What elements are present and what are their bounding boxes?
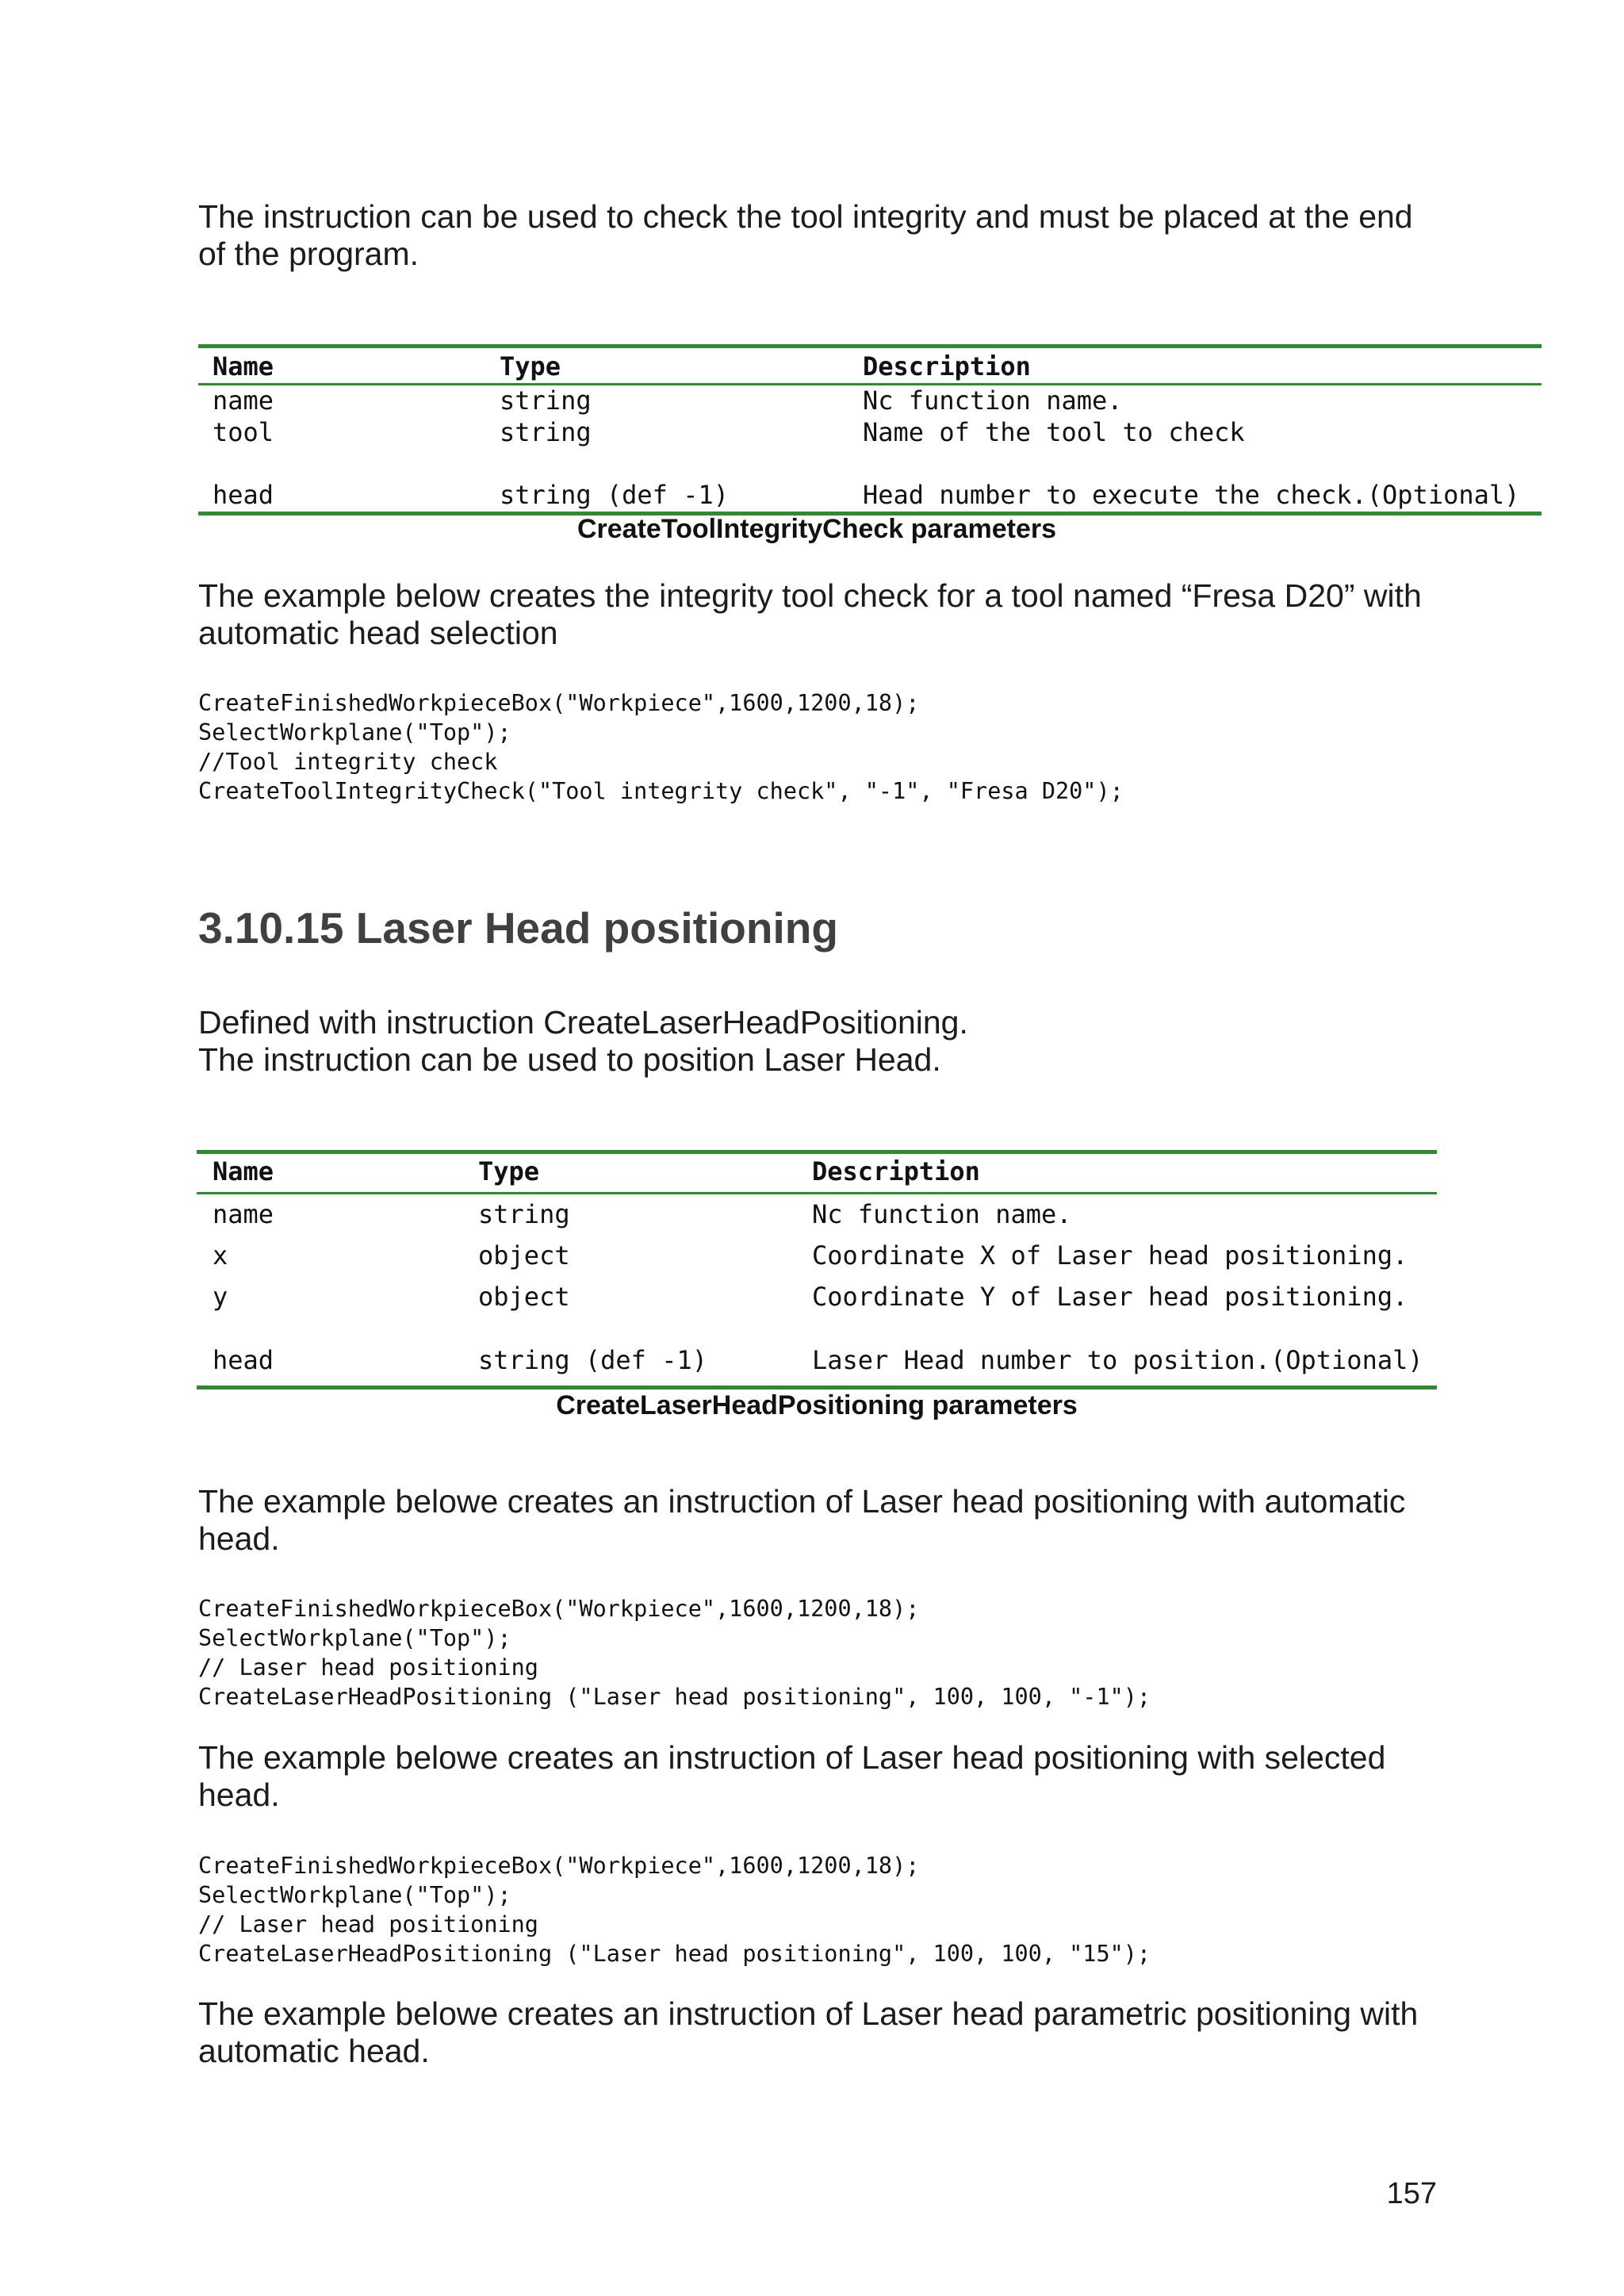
code-block [198, 1596, 1388, 1715]
table-cell: Nc function name. [812, 1199, 1072, 1229]
example-paragraph [198, 1483, 1405, 1558]
table-cell: string [500, 417, 592, 447]
table-cell: x [213, 1240, 228, 1271]
text-line: Defined with instruction CreateLaserHeadPositioning. [198, 1004, 968, 1041]
table-cell: object [478, 1240, 570, 1271]
text-line: The example belowe creates an instruction of Laser head positioning with automatic [198, 1483, 1406, 1520]
definition-paragraph [198, 1004, 968, 1079]
table-cell: Coordinate X of Laser head positioning. [812, 1240, 1408, 1271]
table-top-rule [197, 1150, 1437, 1154]
table-header-rule [197, 1192, 1437, 1194]
column-header-name: Name [213, 351, 274, 381]
table-cell: Coordinate Y of Laser head positioning. [812, 1282, 1408, 1312]
text-line: The example belowe creates an instruction of Laser head parametric positioning with [198, 1995, 1419, 2032]
table-cell: object [478, 1282, 570, 1312]
table-cell: string [478, 1199, 570, 1229]
column-header-description: Description [812, 1156, 980, 1186]
text-line: automatic head. [198, 2033, 430, 2069]
table-cell: name [213, 385, 274, 416]
table-cell: head [213, 1345, 274, 1375]
table-cell: Name of the tool to check [863, 417, 1245, 447]
table-cell: string (def -1) [478, 1345, 707, 1375]
table-cell: Laser Head number to position.(Optional) [812, 1345, 1423, 1375]
code-line: // Laser head positioning [198, 1654, 538, 1681]
column-header-name: Name [213, 1156, 274, 1186]
text-line: The example below creates the integrity tool check for a tool named “Fresa D20” with [198, 577, 1422, 614]
code-line: SelectWorkplane("Top"); [198, 1882, 511, 1908]
table-cell: string [500, 385, 592, 416]
text-line: automatic head selection [198, 615, 558, 651]
column-header-type: Type [500, 351, 561, 381]
code-line: SelectWorkplane("Top"); [198, 1625, 511, 1651]
tool-integrity-parameters-table [198, 344, 1542, 519]
code-line: CreateLaserHeadPositioning ("Laser head positioning", 100, 100, "15"); [198, 1941, 1151, 1967]
table-cell: Nc function name. [863, 385, 1123, 416]
text-line: The example belowe creates an instruction of Laser head positioning with selected [198, 1739, 1386, 1776]
intro-paragraph [198, 198, 1413, 273]
table-cell: y [213, 1282, 228, 1312]
page-number: 157 [1386, 2177, 1437, 2210]
code-line: CreateFinishedWorkpieceBox("Workpiece",1600,1200,18); [198, 1853, 920, 1879]
example-paragraph [198, 1995, 1418, 2070]
code-line: CreateLaserHeadPositioning ("Laser head positioning", 100, 100, "-1"); [198, 1684, 1151, 1710]
code-line: SelectWorkplane("Top"); [198, 719, 511, 746]
example-paragraph [198, 577, 1422, 652]
text-line: The instruction can be used to check the tool integrity and must be placed at the end [198, 198, 1413, 235]
text-line: head. [198, 1520, 280, 1557]
table-cell: tool [213, 417, 274, 447]
code-line: //Tool integrity check [198, 749, 498, 775]
table-cell: head [213, 480, 274, 510]
table-caption: CreateToolIntegrityCheck parameters [576, 514, 1056, 544]
code-line: CreateFinishedWorkpieceBox("Workpiece",1600,1200,18); [198, 690, 920, 716]
code-line: CreateToolIntegrityCheck("Tool integrity check", "-1", "Fresa D20"); [198, 778, 1124, 804]
table-top-rule [198, 344, 1542, 348]
code-line: CreateFinishedWorkpieceBox("Workpiece",1600,1200,18); [198, 1596, 920, 1622]
table-cell: string (def -1) [500, 480, 729, 510]
table-cell: Head number to execute the check.(Optional) [863, 480, 1520, 510]
code-block [198, 1853, 1388, 1972]
table-caption: CreateLaserHeadPositioning parameters [556, 1390, 1078, 1420]
table-cell: name [213, 1199, 274, 1229]
column-header-type: Type [478, 1156, 540, 1186]
section-heading: 3.10.15 Laser Head positioning [198, 903, 838, 953]
example-paragraph [198, 1739, 1385, 1814]
column-header-description: Description [863, 351, 1031, 381]
text-line: The instruction can be used to position Laser Head. [198, 1041, 941, 1078]
code-line: // Laser head positioning [198, 1911, 538, 1938]
laser-head-parameters-table [197, 1150, 1437, 1396]
text-line: head. [198, 1777, 280, 1813]
code-block [198, 690, 1388, 809]
text-line: of the program. [198, 236, 419, 272]
